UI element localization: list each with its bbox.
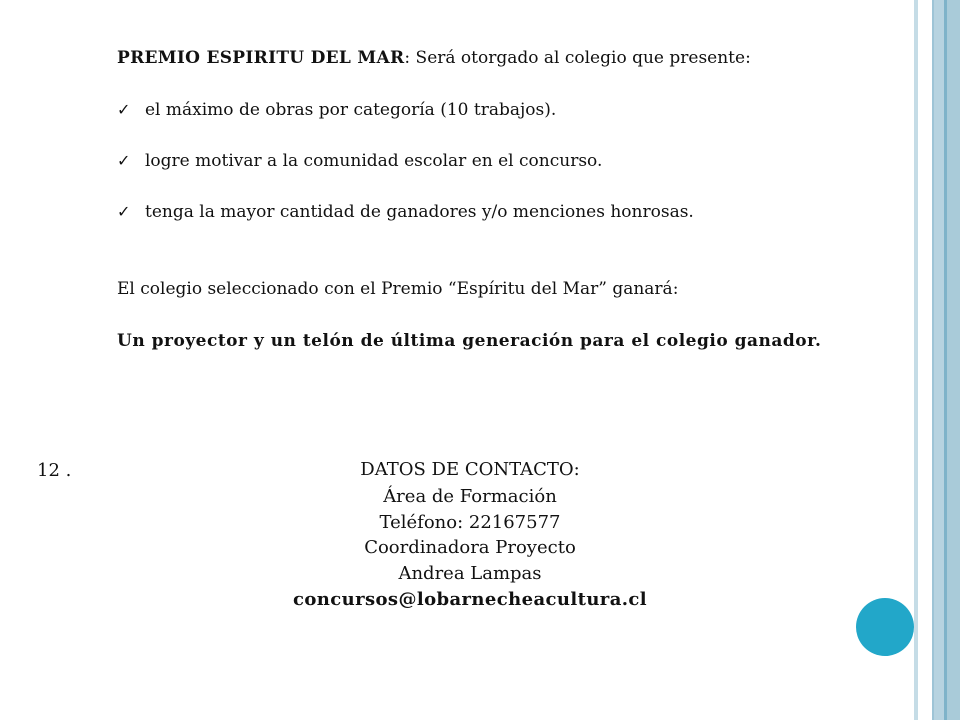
criteria-item: [117, 202, 694, 222]
contact-area: Área de Formación: [383, 486, 557, 507]
decorative-circle: [856, 598, 914, 656]
section-number: 12 .: [37, 460, 72, 481]
contact-role: Coordinadora Proyecto: [364, 537, 576, 558]
contact-phone: Teléfono: 22167577: [379, 512, 561, 533]
prize-intro: El colegio seleccionado con el Premio “Espíritu del Mar” ganará:: [117, 279, 679, 299]
award-title: [117, 48, 751, 68]
contact-email[interactable]: concursos@lobarnecheacultura.cl: [292, 589, 648, 610]
contact-heading: DATOS DE CONTACTO:: [360, 459, 580, 480]
criteria-text: el máximo de obras por categoría (10 trabajos).: [145, 100, 557, 120]
checkmark-icon: ✓: [117, 202, 131, 221]
criteria-item: [117, 151, 602, 171]
award-title-bold: PREMIO ESPIRITU DEL MAR: [117, 48, 405, 68]
checkmark-icon: ✓: [117, 100, 131, 119]
contact-name: Andrea Lampas: [398, 563, 542, 584]
criteria-text: logre motivar a la comunidad escolar en el concurso.: [145, 151, 603, 171]
criteria-item: [117, 100, 556, 120]
checkmark-icon: ✓: [117, 151, 131, 170]
prize-description: Un proyector y un telón de última generación para el colegio ganador.: [117, 331, 822, 351]
award-title-rest: : Será otorgado al colegio que presente:: [404, 48, 751, 68]
criteria-text: tenga la mayor cantidad de ganadores y/o menciones honrosas.: [145, 202, 694, 222]
decorative-stripes: [914, 0, 960, 720]
